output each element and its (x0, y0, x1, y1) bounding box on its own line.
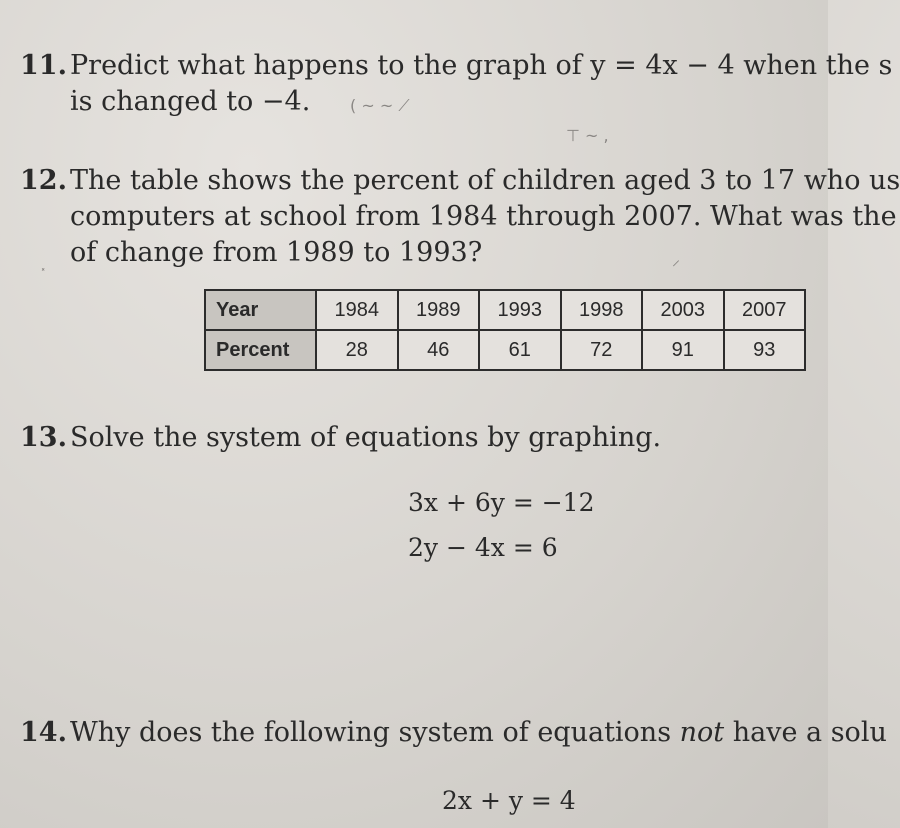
pencil-mark: ⸝ (672, 250, 681, 269)
table-row (205, 290, 805, 330)
table-cell: 93 (724, 330, 806, 370)
problem-11 (20, 48, 892, 120)
table-cell: 1998 (561, 290, 643, 330)
table-cell: 28 (316, 330, 398, 370)
problem-number: 13. (20, 422, 67, 453)
table-cell: 1989 (398, 290, 480, 330)
pencil-mark: ⊤ ~ , (566, 126, 609, 145)
equation: 3x + 6y = −12 (408, 488, 595, 517)
problem-number: 12. (20, 165, 67, 196)
problem-number: 11. (20, 50, 67, 81)
problem-text: computers at school from 1984 through 2007. What was the (70, 201, 897, 232)
problem-text: is changed to −4. (70, 86, 311, 117)
table-cell: 1993 (479, 290, 561, 330)
problem-number: 14. (20, 717, 67, 748)
problem-text: of change from 1989 to 1993? (70, 237, 483, 268)
table-cell: 2007 (724, 290, 806, 330)
table-row (205, 330, 805, 370)
problem-12 (20, 163, 900, 271)
problem-text: Predict what happens to the graph of y = 4x − 4 when the s (70, 50, 893, 81)
table-cell: 1984 (316, 290, 398, 330)
problem-14 (20, 715, 887, 751)
table-cell: 72 (561, 330, 643, 370)
table-cell: 2003 (642, 290, 724, 330)
equation: 2y − 4x = 6 (408, 533, 558, 562)
pencil-mark: ( ~ ~ ⟋ (350, 96, 410, 115)
problem-text: Why does the following system of equations not have a solu (70, 717, 887, 748)
problem-text: The table shows the percent of children aged 3 to 17 who us (70, 165, 900, 196)
year-percent-table (204, 289, 806, 371)
table-cell: 46 (398, 330, 480, 370)
table-row-header: Percent (205, 330, 316, 370)
table-cell: 61 (479, 330, 561, 370)
table-cell: 91 (642, 330, 724, 370)
table-row-header: Year (205, 290, 316, 330)
problem-text: Solve the system of equations by graphing. (70, 422, 662, 453)
pencil-mark: ⸼ (42, 252, 46, 271)
equation: 2x + y = 4 (442, 786, 576, 815)
problem-13 (20, 420, 661, 456)
